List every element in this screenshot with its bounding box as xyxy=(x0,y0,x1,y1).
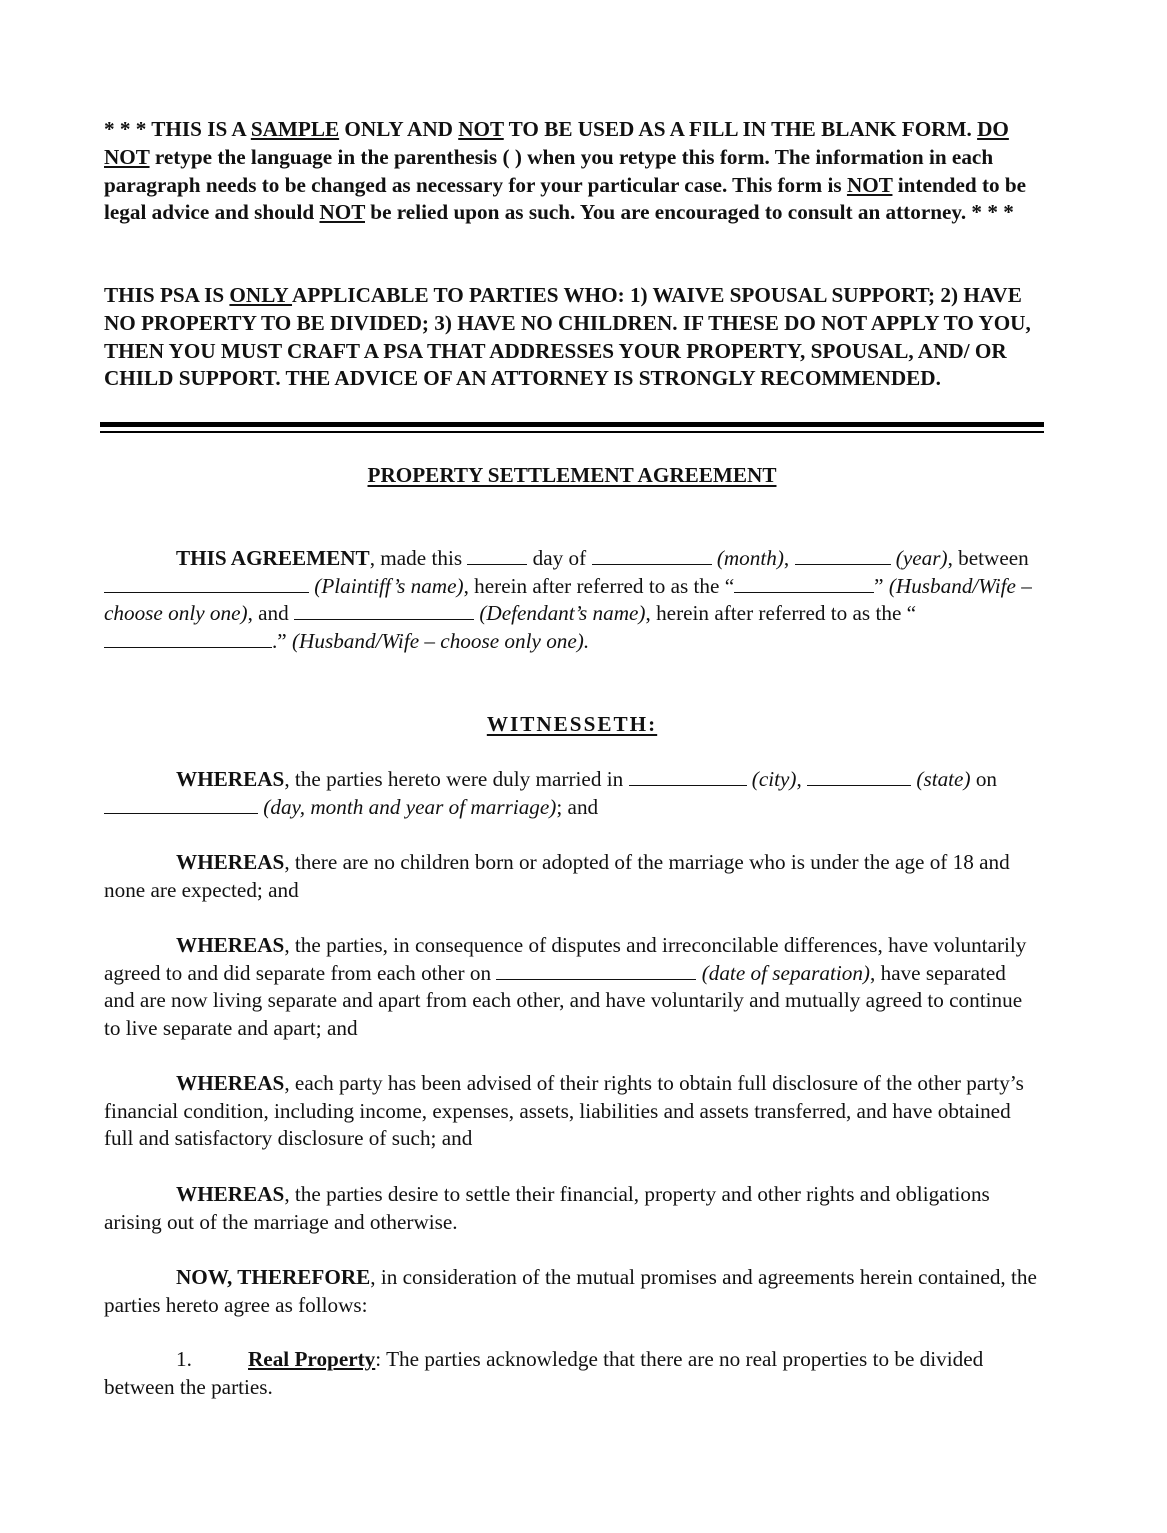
document-title: PROPERTY SETTLEMENT AGREEMENT xyxy=(367,463,777,487)
whereas-children: WHEREAS, there are no children born or adopted of the marriage who is under the age of 18 and none are expected; and xyxy=(104,850,1010,902)
city-blank[interactable] xyxy=(629,767,747,786)
agreement-paragraph: THIS AGREEMENT, made this day of (month), (year), between (Plaintiff’s name), herein after referred to as the “ ” (Husband/Wife – choose only one), and (Defendant’s name), herein after referred to as the “.” (Husband/Wife – choose only one). xyxy=(104,546,1032,653)
marriage-date-blank[interactable] xyxy=(104,795,258,814)
divider-thin xyxy=(100,431,1044,433)
month-blank[interactable] xyxy=(592,546,712,565)
clause-heading: Real Property xyxy=(248,1347,376,1371)
year-blank[interactable] xyxy=(795,546,891,565)
day-blank[interactable] xyxy=(467,546,527,565)
separation-date-blank[interactable] xyxy=(496,961,696,980)
whereas-disclosure: WHEREAS, each party has been advised of their rights to obtain full disclosure of the other party’s financial condition, including income, expenses, assets, liabilities and assets transferred, and have obtained full and satisfactory disclosure of such; and xyxy=(104,1071,1024,1151)
real-property-clause: 1. Real Property: The parties acknowledge that there are no real properties to be divided between the parties. xyxy=(104,1347,984,1399)
plaintiff-role-blank[interactable] xyxy=(734,574,874,593)
divider-thick xyxy=(100,422,1044,427)
sample-disclaimer: * * * THIS IS A SAMPLE ONLY AND NOT TO BE USED AS A FILL IN THE BLANK FORM. DO NOT retype the language in the parenthesis ( ) when you retype this form. The information in each paragraph needs to be changed as necessary for your particular case. This form is NOT intended to be legal advice and should NOT be relied upon as such. You are encouraged to consult an attorney. * * * xyxy=(104,117,1027,225)
plaintiff-name-blank[interactable] xyxy=(104,574,309,593)
now-therefore-paragraph: NOW, THEREFORE, in consideration of the mutual promises and agreements herein contained, the parties hereto agree as follows: xyxy=(104,1265,1037,1317)
defendant-role-blank[interactable] xyxy=(104,629,272,648)
whereas-separation: WHEREAS, the parties, in consequence of disputes and irreconcilable differences, have voluntarily agreed to and did separate from each other on (date of separation), have separated and are now living separate and apart from each other, and have voluntarily and mutually agreed to continue to live separate and apart; and xyxy=(104,933,1027,1040)
whereas-settle: WHEREAS, the parties desire to settle their financial, property and other rights and obligations arising out of the marriage and otherwise. xyxy=(104,1182,990,1234)
applicability-notice: THIS PSA IS ONLY APPLICABLE TO PARTIES WHO: 1) WAIVE SPOUSAL SUPPORT; 2) HAVE NO PROPERTY TO BE DIVIDED; 3) HAVE NO CHILDREN. IF THESE DO NOT APPLY TO YOU, THEN YOU MUST CRAFT A PSA THAT ADDRESSES YOUR PROPERTY, SPOUSAL, AND/ OR CHILD SUPPORT. THE ADVICE OF AN ATTORNEY IS STRONGLY RECOMMENDED. xyxy=(104,283,1031,391)
witnesseth-heading: WITNESSETH: xyxy=(486,712,658,736)
clause-number: 1. xyxy=(176,1347,192,1371)
whereas-marriage: WHEREAS, the parties hereto were duly married in (city), (state) on (day, month and year of marriage); and xyxy=(104,766,1040,821)
state-blank[interactable] xyxy=(807,767,911,786)
defendant-name-blank[interactable] xyxy=(294,601,474,620)
